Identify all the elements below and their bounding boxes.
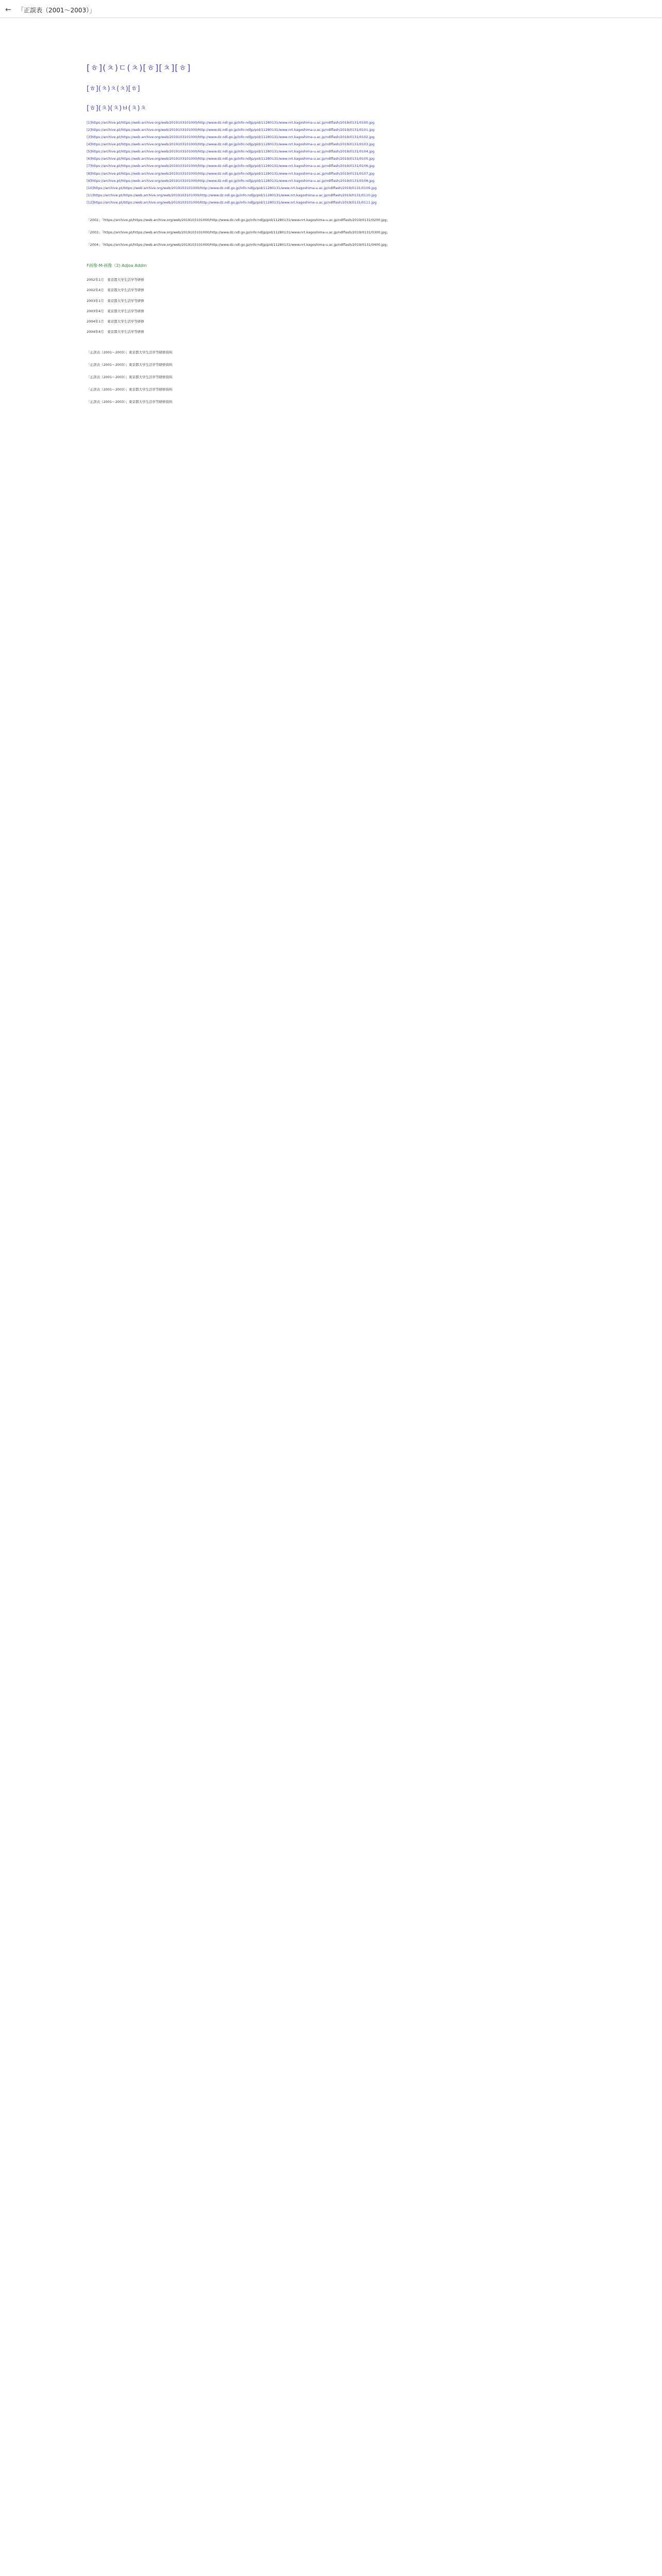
list-item: 2002年1月 東京都大学生活学等研修: [87, 278, 144, 282]
link-item[interactable]: [11]https://archive.pt/https://web.archive.org/web/2019103101000/http://www.dz.ndl.go.jp/info:ndljp/pid/11280131/www.nrt.kagoshima-u.ac.jp/ndlflash/2019/0131/0110.jpg: [87, 193, 377, 197]
heading-2: [ㅎ](ㅊ)ㅊ(ㅊ)[ㅎ]: [87, 84, 140, 93]
back-arrow-icon[interactable]: ←: [5, 6, 11, 14]
list-item: 2002年4月 東京都大学生活学等研修: [87, 288, 144, 293]
link-item[interactable]: [4]https://archive.pt/https://web.archive.org/web/2019103101000/http://www.dz.ndl.go.jp/info:ndljp/pid/11280131/www.nrt.kagoshima-u.ac.jp/ndlflash/2019/0131/0103.jpg: [87, 142, 375, 147]
heading-1: [ㅎ](ㅊ)ㄷ(ㅊ)[ㅎ][ㅊ][ㅎ]: [87, 63, 191, 73]
link-item[interactable]: [10]https://archive.pt/https://web.archive.org/web/2019103101000/http://www.dz.ndl.go.jp/info:ndljp/pid/11280131/www.nrt.kagoshima-u.ac.jp/ndlflash/2019/0131/0109.jpg: [87, 185, 377, 190]
link-item[interactable]: [8]https://archive.pt/https://web.archive.org/web/2019103101000/http://www.dz.ndl.go.jp/info:ndljp/pid/11280131/www.nrt.kagoshima-u.ac.jp/ndlflash/2019/0131/0107.jpg: [87, 171, 375, 176]
list-item: 2004年1月 東京都大学生活学等研修: [87, 319, 144, 324]
link-item[interactable]: [12]https://archive.pt/https://web.archive.org/web/2019103101000/http://www.dz.ndl.go.jp/info:ndljp/pid/11280131/www.nrt.kagoshima-u.ac.jp/ndlflash/2019/0131/0111.jpg: [87, 200, 377, 205]
reference-item: 「正誤表（2001～2003）」東京都大学生活学等研修資料: [87, 375, 173, 379]
link-item[interactable]: [6]https://archive.pt/https://web.archive.org/web/2019103101000/http://www.dz.ndl.go.jp/info:ndljp/pid/11280131/www.nrt.kagoshima-u.ac.jp/ndlflash/2019/0131/0105.jpg: [87, 157, 375, 161]
paragraph: 「2004」「https://archive.pt/https://web.archive.org/web/2019103101000/http://www.dz.ndl.go.jp/info:ndljp/pid/11280131/www.nrt.kagoshima-u.ac.jp/ndlflash/2019/0131/0400.jpg」: [87, 242, 390, 247]
paragraph: 「2002」「https://archive.pt/https://web.archive.org/web/2019103101000/http://www.dz.ndl.go.jp/info:ndljp/pid/11280131/www.nrt.kagoshima-u.ac.jp/ndlflash/2019/0131/0200.jpg」: [87, 217, 390, 222]
heading-3: [ㅎ](ㅊ)(ㅊ)ㅂ(ㅊ)ㅊ: [87, 104, 146, 112]
reference-item: 「正誤表（2001～2003）」東京都大学生活学等研修資料: [87, 350, 173, 354]
reference-list: [87, 350, 448, 404]
link-item[interactable]: [3]https://archive.pt/https://web.archive.org/web/2019103101000/http://www.dz.ndl.go.jp/info:ndljp/pid/11280131/www.nrt.kagoshima-u.ac.jp/ndlflash/2019/0131/0102.jpg: [87, 135, 375, 140]
reference-item: 「正誤表（2001～2003）」東京都大学生活学等研修資料: [87, 400, 173, 404]
list-item: 2004年4月 東京都大学生活学等研修: [87, 329, 144, 334]
list-item: 2003年1月 東京都大学生活学等研修: [87, 298, 144, 303]
date-list: [87, 277, 448, 334]
link-item[interactable]: [1]https://archive.pt/https://web.archive.org/web/2019103101000/http://www.dz.ndl.go.jp/info:ndljp/pid/11280131/www.nrt.kagoshima-u.ac.jp/ndlflash/2019/0131/0100.jpg: [87, 121, 375, 125]
link-list: [87, 120, 448, 205]
link-item[interactable]: [7]https://archive.pt/https://web.archive.org/web/2019103101000/http://www.dz.ndl.go.jp/info:ndljp/pid/11280131/www.nrt.kagoshima-u.ac.jp/ndlflash/2019/0131/0106.jpg: [87, 164, 375, 168]
reference-item: 「正誤表（2001～2003）」東京都大学生活学等研修資料: [87, 387, 173, 392]
document-body: [87, 26, 448, 412]
list-item: 2003年4月 東京都大学生活学等研修: [87, 309, 144, 313]
link-item[interactable]: [2]https://archive.pt/https://web.archive.org/web/2019103101000/http://www.dz.ndl.go.jp/info:ndljp/pid/11280131/www.nrt.kagoshima-u.ac.jp/ndlflash/2019/0131/0101.jpg: [87, 128, 375, 132]
reference-item: 「正誤表（2001～2003）」東京都大学生活学等研修資料: [87, 362, 173, 367]
link-item[interactable]: [9]https://archive.pt/https://web.archive.org/web/2019103101000/http://www.dz.ndl.go.jp/info:ndljp/pid/11280131/www.nrt.kagoshima-u.ac.jp/ndlflash/2019/0131/0108.jpg: [87, 178, 375, 183]
page-title: 「正誤表（2001～2003）」: [18, 7, 96, 14]
section-heading-green: F画像-M-画像（2) Adjoa Addm: [87, 263, 147, 268]
link-item[interactable]: [5]https://archive.pt/https://web.archive.org/web/2019103101000/http://www.dz.ndl.go.jp/info:ndljp/pid/11280131/www.nrt.kagoshima-u.ac.jp/ndlflash/2019/0131/0104.jpg: [87, 149, 375, 154]
top-bar: [0, 0, 662, 18]
paragraph: 「2003」「https://archive.pt/https://web.archive.org/web/2019103101000/http://www.dz.ndl.go.jp/info:ndljp/pid/11280131/www.nrt.kagoshima-u.ac.jp/ndlflash/2019/0131/0300.jpg」: [87, 230, 390, 234]
